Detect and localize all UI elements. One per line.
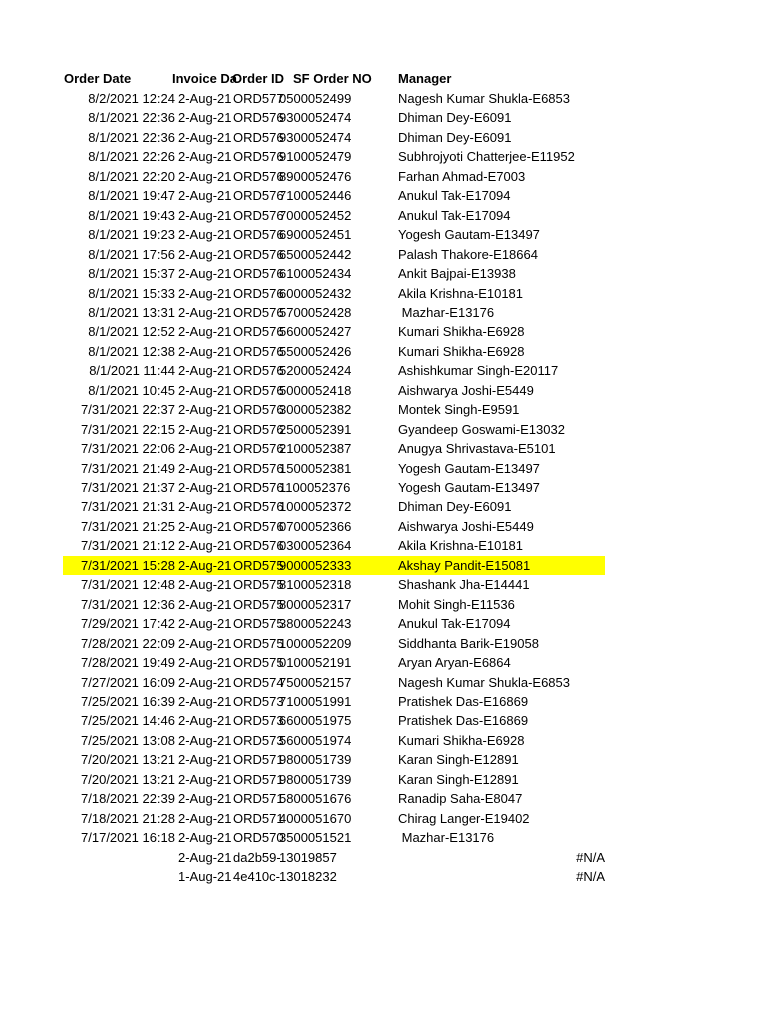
- cell-sf-order-no[interactable]: 9300052474: [279, 129, 352, 145]
- cell-invoice-date[interactable]: 1-Aug-21: [178, 869, 232, 884]
- cell-invoice-date[interactable]: 2-Aug-21: [178, 402, 232, 418]
- table-row: [0, 245, 768, 265]
- cell-sf-order-no[interactable]: 6900052451: [279, 227, 352, 243]
- table-row: [0, 478, 768, 498]
- cell-order-id[interactable]: ORD576: [233, 227, 284, 243]
- cell-order-id[interactable]: ORD571: [233, 771, 284, 787]
- cell-manager[interactable]: Ranadip Saha-E8047: [398, 791, 523, 807]
- cell-order-id[interactable]: ORD576: [233, 460, 284, 476]
- cell-sf-order-no[interactable]: 9300052474: [279, 110, 352, 126]
- cell-order-date[interactable]: 7/31/2021 21:25: [81, 518, 175, 534]
- cell-invoice-date[interactable]: 2-Aug-21: [178, 538, 232, 554]
- cell-manager[interactable]: Subhrojyoti Chatterjee-E11952: [398, 149, 575, 165]
- cell-order-date[interactable]: 8/1/2021 10:45: [88, 382, 175, 398]
- cell-manager[interactable]: Pratishek Das-E16869: [398, 713, 529, 729]
- cell-invoice-date[interactable]: 2-Aug-21: [178, 285, 232, 301]
- cell-sf-order-no[interactable]: 9100052479: [279, 149, 352, 165]
- cell-invoice-date[interactable]: 2-Aug-21: [178, 596, 232, 612]
- cell-invoice-date[interactable]: 2-Aug-21: [178, 110, 232, 126]
- cell-order-date[interactable]: 7/31/2021 12:48: [81, 577, 175, 593]
- table-row: [0, 634, 768, 654]
- table-row: [0, 361, 768, 381]
- table-row: [0, 381, 768, 401]
- cell-order-id[interactable]: ORD573: [233, 732, 284, 748]
- cell-order-date[interactable]: 7/31/2021 22:37: [81, 402, 175, 418]
- cell-order-date[interactable]: 8/1/2021 13:31: [88, 304, 175, 320]
- cell-order-date[interactable]: 8/1/2021 19:43: [88, 207, 175, 223]
- cell-order-id[interactable]: ORD575: [233, 616, 284, 632]
- cell-order-date[interactable]: 7/25/2021 16:39: [81, 693, 175, 709]
- cell-manager[interactable]: Mazhar-E13176: [398, 830, 495, 846]
- cell-sf-order-no[interactable]: 2100052387: [279, 441, 352, 457]
- cell-manager[interactable]: Aryan Aryan-E6864: [398, 655, 511, 671]
- table-row: [0, 614, 768, 634]
- cell-sf-order-no[interactable]: 6000052432: [279, 285, 352, 301]
- cell-sf-order-no[interactable]: 7500052157: [279, 674, 352, 690]
- cell-sf-order-no[interactable]: 5600052427: [279, 324, 352, 340]
- table-row: [0, 848, 768, 868]
- cell-order-date[interactable]: 7/31/2021 22:15: [81, 421, 175, 437]
- cell-manager[interactable]: Akshay Pandit-E15081: [398, 557, 531, 573]
- cell-invoice-date[interactable]: 2-Aug-21: [178, 129, 232, 145]
- header-order-id[interactable]: Order ID: [232, 71, 285, 86]
- table-row: [0, 147, 768, 167]
- cell-order-id[interactable]: ORD575: [233, 596, 284, 612]
- cell-sf-order-no[interactable]: 3000052382: [279, 402, 352, 418]
- cell-invoice-date[interactable]: 2-Aug-21: [178, 227, 232, 243]
- table-row: [0, 673, 768, 693]
- cell-manager[interactable]: Karan Singh-E12891: [398, 752, 519, 768]
- cell-order-id[interactable]: ORD576: [233, 382, 284, 398]
- cell-manager[interactable]: Dhiman Dey-E6091: [398, 499, 512, 515]
- cell-sf-order-no[interactable]: 5200052424: [279, 363, 352, 379]
- cell-invoice-date[interactable]: 2-Aug-21: [178, 752, 232, 768]
- cell-order-id[interactable]: ORD576: [233, 480, 284, 495]
- cell-sf-order-no[interactable]: 6100052434: [279, 266, 352, 282]
- cell-order-date[interactable]: 7/29/2021 17:42: [81, 616, 175, 632]
- cell-sf-order-no[interactable]: 7100052446: [279, 188, 352, 204]
- cell-manager[interactable]: Kumari Shikha-E6928: [398, 324, 525, 340]
- cell-manager[interactable]: Nagesh Kumar Shukla-E6853: [398, 91, 570, 106]
- cell-manager[interactable]: Mazhar-E13176: [398, 304, 495, 320]
- cell-order-id[interactable]: ORD576: [233, 402, 284, 418]
- cell-extra[interactable]: #N/A: [576, 869, 605, 884]
- cell-sf-order-no[interactable]: 3500051521: [279, 830, 352, 846]
- table-row: [0, 284, 768, 304]
- cell-manager[interactable]: Anukul Tak-E17094: [398, 616, 511, 632]
- table-row: [0, 517, 768, 537]
- cell-sf-order-no[interactable]: 5000052418: [279, 382, 352, 398]
- cell-order-date[interactable]: 7/31/2021 21:37: [81, 480, 175, 495]
- cell-order-date[interactable]: 7/25/2021 14:46: [81, 713, 175, 729]
- cell-sf-order-no[interactable]: 1000052209: [279, 635, 352, 651]
- cell-manager[interactable]: Mohit Singh-E11536: [398, 596, 515, 612]
- cell-sf-order-no[interactable]: 7000052452: [279, 207, 352, 223]
- cell-order-id[interactable]: ORD576: [233, 518, 284, 534]
- cell-order-date[interactable]: 8/1/2021 12:52: [88, 324, 175, 340]
- cell-order-id[interactable]: ORD573: [233, 713, 284, 729]
- table-row: [0, 809, 768, 829]
- table-row: [0, 89, 768, 109]
- table-row: [0, 789, 768, 809]
- cell-manager[interactable]: Chirag Langer-E19402: [398, 810, 530, 826]
- cell-order-date[interactable]: 7/18/2021 22:39: [81, 791, 175, 807]
- cell-order-id[interactable]: ORD574: [233, 674, 284, 690]
- cell-invoice-date[interactable]: 2-Aug-21: [178, 421, 232, 437]
- cell-order-id[interactable]: ORD577: [233, 91, 284, 106]
- table-row: [0, 828, 768, 848]
- header-manager[interactable]: Manager: [398, 71, 452, 86]
- cell-invoice-date[interactable]: 2-Aug-21: [178, 91, 232, 106]
- cell-invoice-date[interactable]: 2-Aug-21: [178, 830, 232, 846]
- cell-sf-order-no[interactable]: 1100052376: [279, 480, 351, 495]
- cell-order-date[interactable]: 8/1/2021 19:23: [88, 227, 175, 243]
- cell-order-id[interactable]: ORD570: [233, 830, 284, 846]
- cell-invoice-date[interactable]: 2-Aug-21: [178, 207, 232, 223]
- cell-order-date[interactable]: 7/20/2021 13:21: [81, 752, 175, 768]
- cell-order-id[interactable]: ORD576: [233, 266, 284, 282]
- cell-sf-order-no[interactable]: 9800051739: [279, 752, 352, 768]
- cell-invoice-date[interactable]: 2-Aug-21: [178, 557, 232, 573]
- cell-order-date[interactable]: 7/31/2021 21:12: [81, 538, 175, 554]
- cell-sf-order-no[interactable]: 6500052442: [279, 246, 352, 262]
- cell-invoice-date[interactable]: 2-Aug-21: [178, 441, 232, 457]
- cell-manager[interactable]: Yogesh Gautam-E13497: [398, 227, 540, 243]
- cell-order-id[interactable]: ORD576: [233, 363, 284, 379]
- cell-manager[interactable]: Nagesh Kumar Shukla-E6853: [398, 674, 570, 690]
- cell-order-date[interactable]: 7/28/2021 22:09: [81, 635, 175, 651]
- cell-order-id[interactable]: ORD575: [233, 577, 284, 593]
- table-row: [0, 595, 768, 615]
- table-row: [0, 770, 768, 790]
- cell-order-id[interactable]: ORD575: [233, 557, 284, 573]
- cell-order-id[interactable]: ORD571: [233, 752, 284, 768]
- cell-extra[interactable]: #N/A: [576, 849, 605, 865]
- cell-order-id[interactable]: ORD576: [233, 110, 284, 126]
- cell-sf-order-no[interactable]: 0300052364: [279, 538, 352, 554]
- cell-sf-order-no[interactable]: 0700052366: [279, 518, 352, 534]
- table-row: [0, 186, 768, 206]
- cell-order-id[interactable]: ORD576: [233, 207, 284, 223]
- cell-order-id[interactable]: ORD576: [233, 246, 284, 262]
- cell-invoice-date[interactable]: 2-Aug-21: [178, 382, 232, 398]
- cell-manager[interactable]: Yogesh Gautam-E13497: [398, 460, 540, 476]
- table-row: [0, 711, 768, 731]
- cell-invoice-date[interactable]: 2-Aug-21: [178, 693, 232, 709]
- table-row: [0, 303, 768, 323]
- cell-sf-order-no[interactable]: 8000052317: [279, 596, 352, 612]
- cell-sf-order-no[interactable]: 1000052372: [279, 499, 352, 515]
- header-invoice-date[interactable]: Invoice Da: [172, 71, 238, 86]
- cell-order-id[interactable]: ORD576: [233, 168, 284, 184]
- cell-order-id[interactable]: 4e410c-: [233, 869, 280, 884]
- cell-sf-order-no[interactable]: 9800051739: [279, 771, 352, 787]
- cell-invoice-date[interactable]: 2-Aug-21: [178, 577, 232, 593]
- cell-invoice-date[interactable]: 2-Aug-21: [178, 460, 232, 476]
- cell-order-id[interactable]: ORD576: [233, 499, 284, 515]
- table-row: [0, 556, 768, 576]
- header-sf-order-no[interactable]: SF Order NO: [293, 71, 372, 86]
- cell-manager[interactable]: Siddhanta Barik-E19058: [398, 635, 539, 651]
- table-row: [0, 225, 768, 245]
- table-row: [0, 400, 768, 420]
- table-row: [0, 264, 768, 284]
- cell-order-id[interactable]: ORD575: [233, 655, 284, 671]
- cell-invoice-date[interactable]: 2-Aug-21: [178, 188, 232, 204]
- cell-order-date[interactable]: 7/18/2021 21:28: [81, 810, 175, 826]
- cell-order-id[interactable]: ORD571: [233, 791, 284, 807]
- cell-sf-order-no[interactable]: 7100051991: [279, 693, 352, 709]
- cell-invoice-date[interactable]: 2-Aug-21: [178, 518, 232, 534]
- cell-manager[interactable]: Aishwarya Joshi-E5449: [398, 518, 534, 534]
- cell-sf-order-no[interactable]: 1500052381: [279, 460, 352, 476]
- cell-manager[interactable]: Gyandeep Goswami-E13032: [398, 421, 565, 437]
- table-row: [0, 731, 768, 751]
- cell-order-date[interactable]: 7/31/2021 22:06: [81, 441, 175, 457]
- cell-order-id[interactable]: ORD576: [233, 421, 284, 437]
- cell-invoice-date[interactable]: 2-Aug-21: [178, 732, 232, 748]
- cell-order-date[interactable]: 8/1/2021 22:36: [88, 129, 175, 145]
- cell-order-id[interactable]: ORD576: [233, 285, 284, 301]
- table-row: [0, 420, 768, 440]
- cell-invoice-date[interactable]: 2-Aug-21: [178, 324, 232, 340]
- cell-manager[interactable]: Aishwarya Joshi-E5449: [398, 382, 534, 398]
- cell-order-date[interactable]: 8/1/2021 19:47: [88, 188, 175, 204]
- cell-sf-order-no[interactable]: 0500052499: [279, 91, 352, 106]
- cell-invoice-date[interactable]: 2-Aug-21: [178, 655, 232, 671]
- cell-manager[interactable]: Kumari Shikha-E6928: [398, 343, 525, 359]
- cell-manager[interactable]: Ashishkumar Singh-E20117: [398, 363, 559, 379]
- cell-order-id[interactable]: ORD573: [233, 693, 284, 709]
- cell-invoice-date[interactable]: 2-Aug-21: [178, 791, 232, 807]
- cell-invoice-date[interactable]: 2-Aug-21: [178, 149, 232, 165]
- table-row: [0, 497, 768, 517]
- cell-order-date[interactable]: 7/31/2021 15:28: [81, 557, 175, 573]
- cell-order-id[interactable]: ORD576: [233, 149, 284, 165]
- cell-order-date[interactable]: 8/2/2021 12:24: [88, 91, 175, 106]
- cell-order-id[interactable]: ORD576: [233, 324, 284, 340]
- cell-invoice-date[interactable]: 2-Aug-21: [178, 849, 232, 865]
- cell-sf-order-no[interactable]: 2500052391: [279, 421, 352, 437]
- cell-invoice-date[interactable]: 2-Aug-21: [178, 810, 232, 826]
- cell-order-date[interactable]: 8/1/2021 15:37: [88, 266, 175, 282]
- header-row: [0, 69, 768, 89]
- table-row: [0, 575, 768, 595]
- table-row: [0, 108, 768, 128]
- cell-invoice-date[interactable]: 2-Aug-21: [178, 499, 232, 515]
- table-row: [0, 439, 768, 459]
- cell-order-date[interactable]: 8/1/2021 22:20: [88, 168, 175, 184]
- cell-manager[interactable]: Yogesh Gautam-E13497: [398, 480, 540, 495]
- table-row: [0, 750, 768, 770]
- cell-order-date[interactable]: 8/1/2021 22:26: [88, 149, 175, 165]
- table-row: [0, 653, 768, 673]
- table-row: [0, 206, 768, 226]
- cell-order-date[interactable]: 8/1/2021 22:36: [88, 110, 175, 126]
- cell-order-date[interactable]: 8/1/2021 17:56: [88, 246, 175, 262]
- cell-manager[interactable]: Palash Thakore-E18664: [398, 246, 538, 262]
- cell-invoice-date[interactable]: 2-Aug-21: [178, 363, 232, 379]
- cell-manager[interactable]: Kumari Shikha-E6928: [398, 732, 525, 748]
- cell-sf-order-no[interactable]: 5700052428: [279, 304, 352, 320]
- table-row: [0, 536, 768, 556]
- cell-order-id[interactable]: da2b59-: [233, 849, 281, 865]
- cell-order-id[interactable]: ORD576: [233, 343, 284, 359]
- cell-order-id[interactable]: ORD576: [233, 441, 284, 457]
- table-row: [0, 342, 768, 362]
- cell-invoice-date[interactable]: 2-Aug-21: [178, 304, 232, 320]
- cell-order-id[interactable]: ORD576: [233, 304, 284, 320]
- cell-sf-order-no[interactable]: 0100052191: [279, 655, 352, 671]
- header-order-date[interactable]: Order Date: [64, 71, 132, 86]
- cell-manager[interactable]: Ankit Bajpai-E13938: [398, 266, 516, 282]
- cell-manager[interactable]: Anukul Tak-E17094: [398, 188, 511, 204]
- cell-order-date[interactable]: 7/27/2021 16:09: [81, 674, 175, 690]
- cell-sf-order-no[interactable]: 8900052476: [279, 168, 352, 184]
- cell-manager[interactable]: Dhiman Dey-E6091: [398, 129, 512, 145]
- table-row: [0, 459, 768, 479]
- cell-order-date[interactable]: 7/28/2021 19:49: [81, 655, 175, 671]
- cell-order-date[interactable]: 7/17/2021 16:18: [81, 830, 175, 846]
- cell-manager[interactable]: Akila Krishna-E10181: [398, 538, 524, 554]
- cell-manager[interactable]: Akila Krishna-E10181: [398, 285, 524, 301]
- cell-order-date[interactable]: 8/1/2021 11:44: [89, 363, 175, 379]
- cell-sf-order-no[interactable]: 8100052318: [279, 577, 352, 593]
- cell-invoice-date[interactable]: 2-Aug-21: [178, 168, 232, 184]
- cell-order-date[interactable]: 7/20/2021 13:21: [81, 771, 175, 787]
- cell-invoice-date[interactable]: 2-Aug-21: [178, 266, 232, 282]
- cell-invoice-date[interactable]: 2-Aug-21: [178, 771, 232, 787]
- table-row: [0, 322, 768, 342]
- cell-invoice-date[interactable]: 2-Aug-21: [178, 616, 232, 632]
- cell-order-id[interactable]: ORD576: [233, 129, 284, 145]
- cell-manager[interactable]: Shashank Jha-E14441: [398, 577, 530, 593]
- cell-sf-order-no[interactable]: 13018232: [279, 869, 337, 884]
- cell-order-id[interactable]: ORD576: [233, 538, 284, 554]
- cell-invoice-date[interactable]: 2-Aug-21: [178, 713, 232, 729]
- cell-order-date[interactable]: 7/31/2021 21:31: [81, 499, 175, 515]
- cell-invoice-date[interactable]: 2-Aug-21: [178, 674, 232, 690]
- cell-invoice-date[interactable]: 2-Aug-21: [178, 635, 232, 651]
- cell-invoice-date[interactable]: 2-Aug-21: [178, 246, 232, 262]
- cell-sf-order-no[interactable]: 13019857: [279, 849, 337, 865]
- cell-manager[interactable]: Montek Singh-E9591: [398, 402, 520, 418]
- cell-sf-order-no[interactable]: 5800051676: [279, 791, 352, 807]
- table-row: [0, 128, 768, 148]
- cell-sf-order-no[interactable]: 3800052243: [279, 616, 352, 632]
- cell-order-id[interactable]: ORD575: [233, 635, 284, 651]
- cell-manager[interactable]: Pratishek Das-E16869: [398, 693, 529, 709]
- cell-order-date[interactable]: 8/1/2021 12:38: [88, 343, 175, 359]
- cell-manager[interactable]: Karan Singh-E12891: [398, 771, 519, 787]
- table-row: [0, 692, 768, 712]
- cell-order-id[interactable]: ORD571: [233, 810, 284, 826]
- cell-invoice-date[interactable]: 2-Aug-21: [178, 480, 232, 495]
- cell-sf-order-no[interactable]: 6600051975: [279, 713, 352, 729]
- cell-manager[interactable]: Farhan Ahmad-E7003: [398, 168, 526, 184]
- table-row: [0, 867, 768, 887]
- cell-order-date[interactable]: 7/25/2021 13:08: [81, 732, 175, 748]
- cell-sf-order-no[interactable]: 5600051974: [279, 732, 352, 748]
- cell-order-id[interactable]: ORD576: [233, 188, 284, 204]
- cell-invoice-date[interactable]: 2-Aug-21: [178, 343, 232, 359]
- cell-order-date[interactable]: 8/1/2021 15:33: [88, 285, 175, 301]
- cell-sf-order-no[interactable]: 9000052333: [279, 557, 352, 573]
- cell-manager[interactable]: Dhiman Dey-E6091: [398, 110, 512, 126]
- cell-sf-order-no[interactable]: 5500052426: [279, 343, 352, 359]
- table-row: [0, 167, 768, 187]
- cell-order-date[interactable]: 7/31/2021 21:49: [81, 460, 175, 476]
- cell-order-date[interactable]: 7/31/2021 12:36: [81, 596, 175, 612]
- cell-sf-order-no[interactable]: 4000051670: [279, 810, 352, 826]
- cell-manager[interactable]: Anugya Shrivastava-E5101: [398, 441, 556, 457]
- cell-manager[interactable]: Anukul Tak-E17094: [398, 207, 511, 223]
